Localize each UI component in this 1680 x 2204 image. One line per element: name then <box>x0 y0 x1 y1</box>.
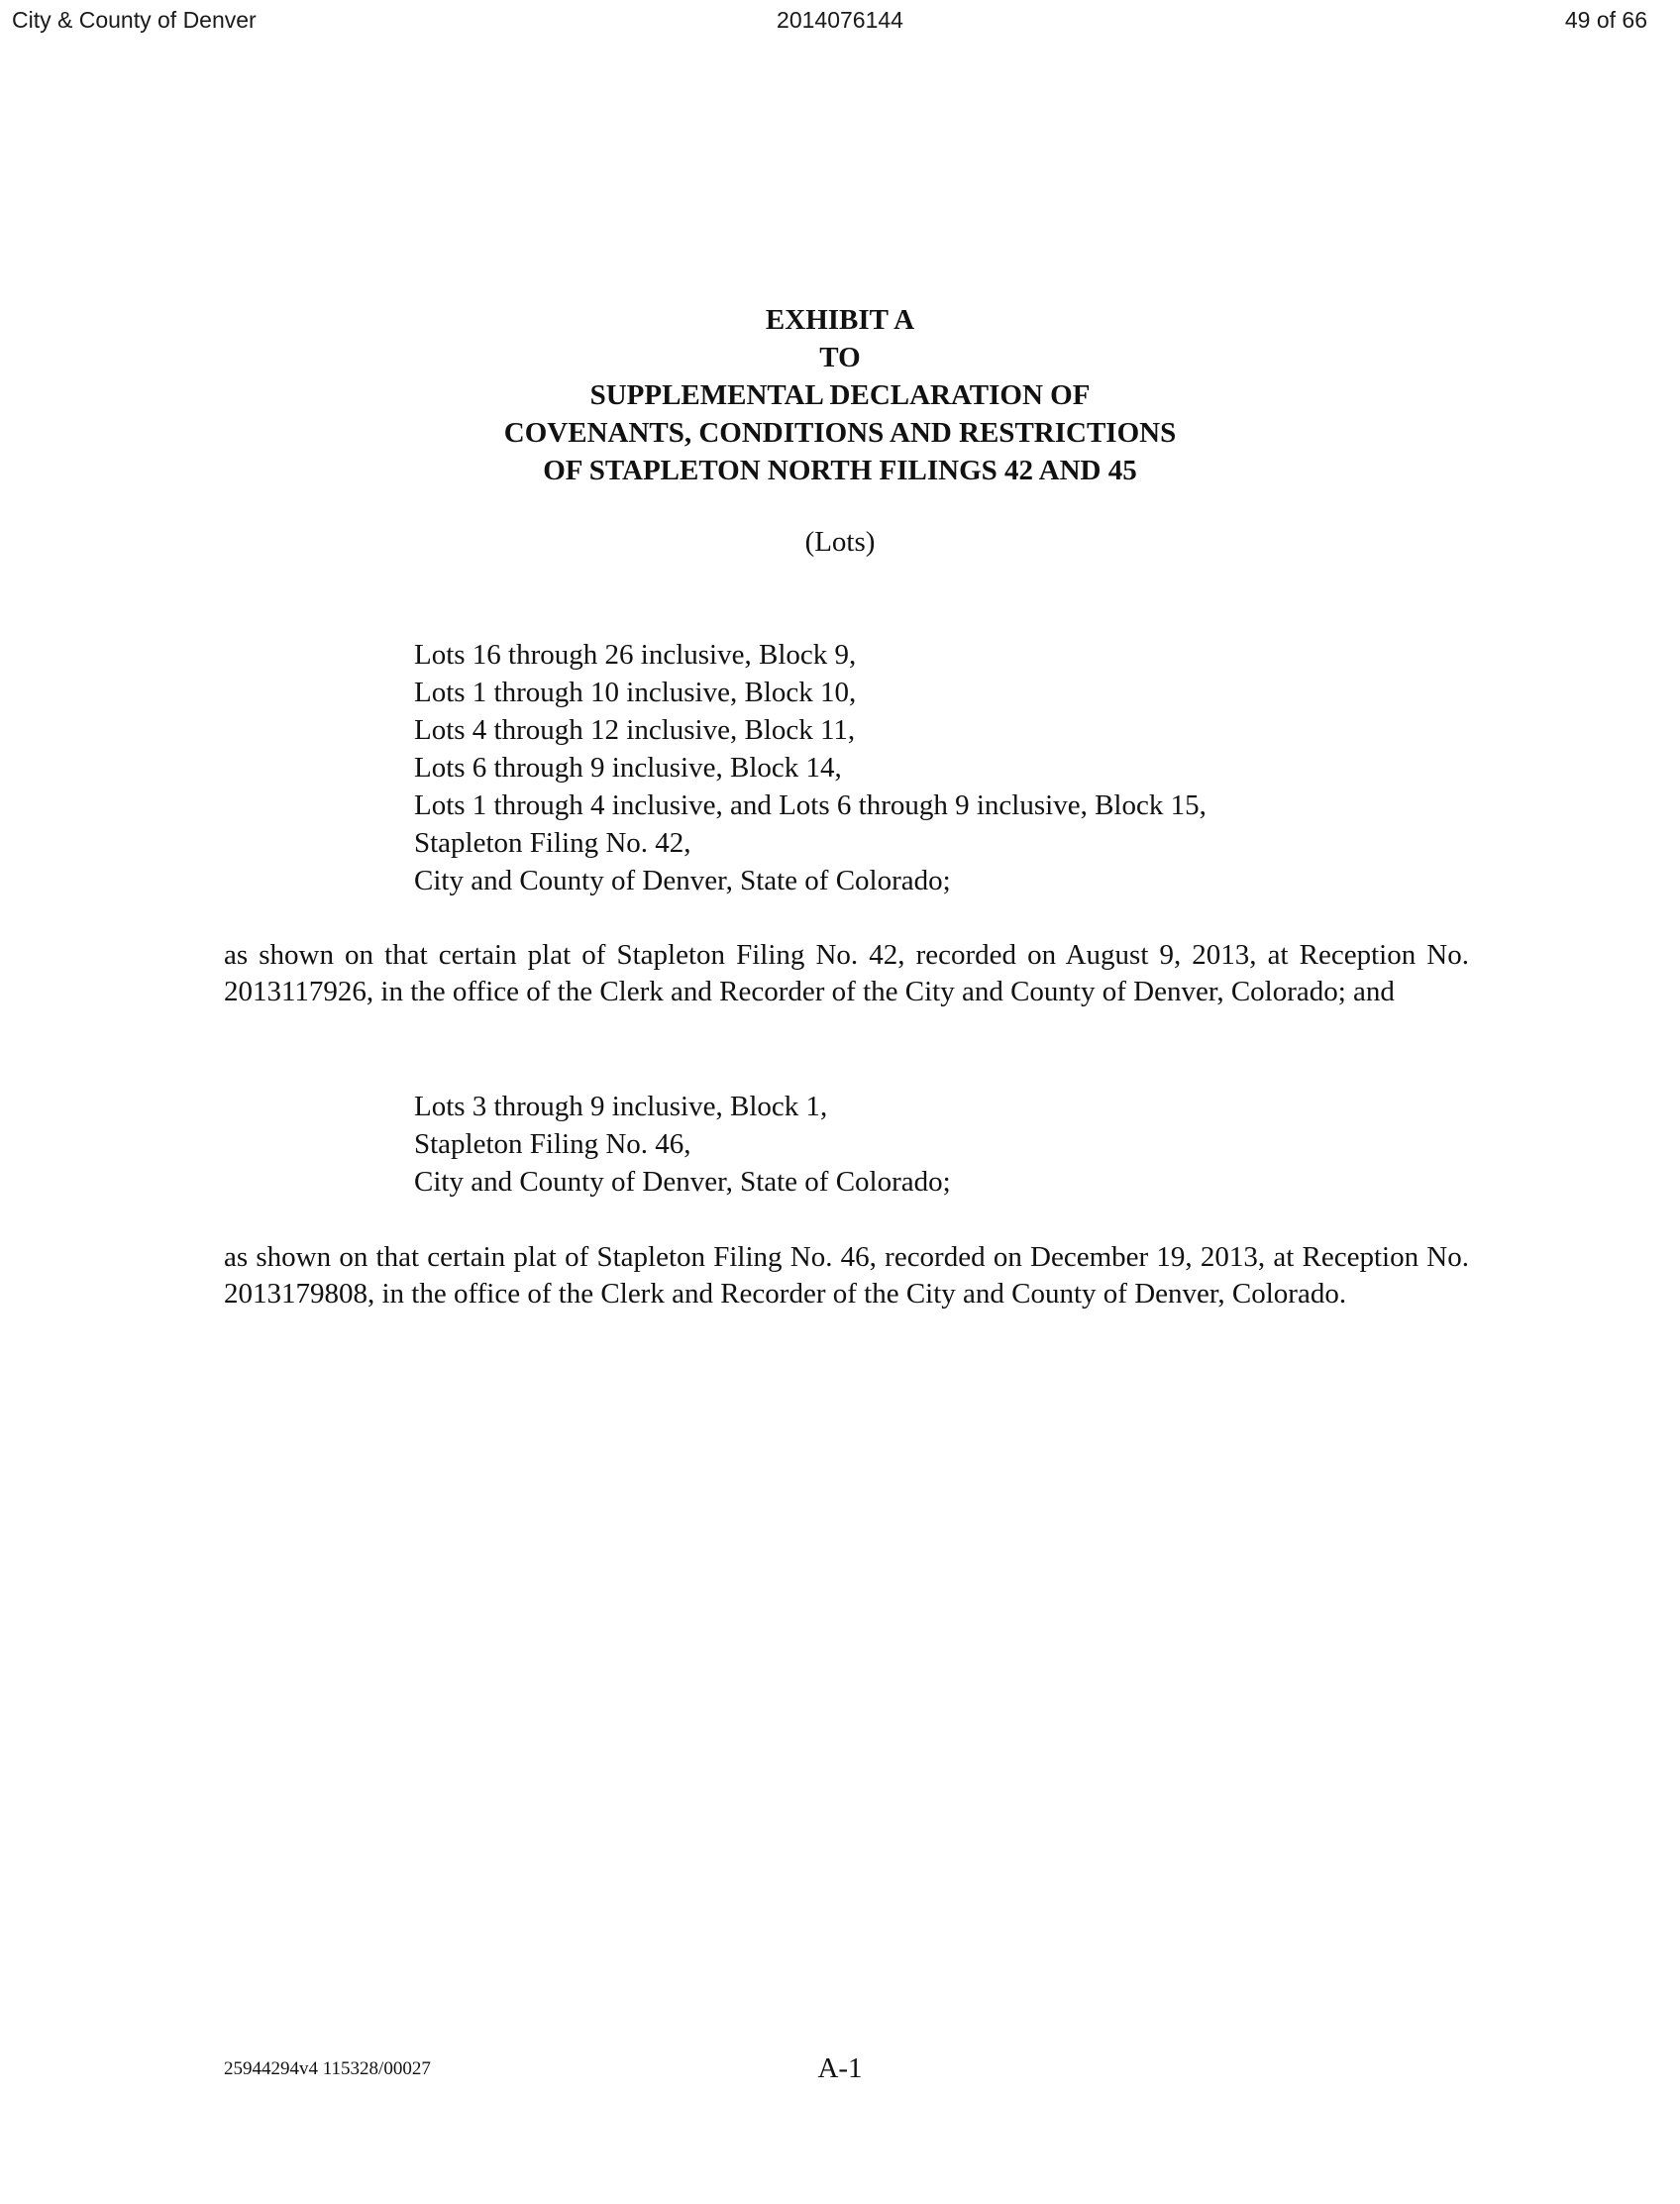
title-line: COVENANTS, CONDITIONS AND RESTRICTIONS <box>503 417 1177 449</box>
title-line: SUPPLEMENTAL DECLARATION OF <box>589 379 1091 411</box>
lots-line: Lots 16 through 26 inclusive, Block 9, <box>414 639 857 671</box>
lots-line: Stapleton Filing No. 46, <box>414 1128 691 1160</box>
footer-document-id: 25944294v4 115328/00027 <box>224 2058 431 2079</box>
page-header <box>0 0 1680 40</box>
footer-page-label: A-1 <box>817 2052 863 2084</box>
lots-line: Lots 3 through 9 inclusive, Block 1, <box>414 1091 828 1122</box>
lots-line: Lots 6 through 9 inclusive, Block 14, <box>414 752 842 784</box>
lots-line: City and County of Denver, State of Colorado; <box>414 865 951 896</box>
lots-line: Lots 1 through 4 inclusive, and Lots 6 through 9 inclusive, Block 15, <box>414 789 1207 821</box>
lots-line: Lots 4 through 12 inclusive, Block 11, <box>414 714 856 746</box>
lots-list-filing-42 <box>414 636 1207 899</box>
document-title <box>0 301 1680 489</box>
title-line: OF STAPLETON NORTH FILINGS 42 AND 45 <box>543 455 1137 486</box>
title-line: TO <box>819 342 861 373</box>
lots-line: City and County of Denver, State of Colorado; <box>414 1166 951 1198</box>
lots-line: Stapleton Filing No. 42, <box>414 827 691 859</box>
header-reception-number: 2014076144 <box>777 7 903 33</box>
header-page-count: 49 of 66 <box>1564 7 1647 33</box>
plat-description-paragraph: as shown on that certain plat of Stapleton Filing No. 46, recorded on December 19, 2013, at Reception No. 2013179808, in the office of the Clerk and Recorder of the City and County of Denver, Colorado. <box>224 1241 1469 1310</box>
plat-description-paragraph: as shown on that certain plat of Stapleton Filing No. 42, recorded on August 9, 2013, at Reception No. 2013117926, in the office of the Clerk and Recorder of the City and County of Denver, Colorado; and <box>224 939 1469 1007</box>
header-jurisdiction: City & County of Denver <box>12 7 257 33</box>
title-line: EXHIBIT A <box>765 304 915 336</box>
document-subtitle: (Lots) <box>804 526 876 558</box>
lots-line: Lots 1 through 10 inclusive, Block 10, <box>414 677 857 708</box>
lots-list-filing-46 <box>414 1088 951 1201</box>
